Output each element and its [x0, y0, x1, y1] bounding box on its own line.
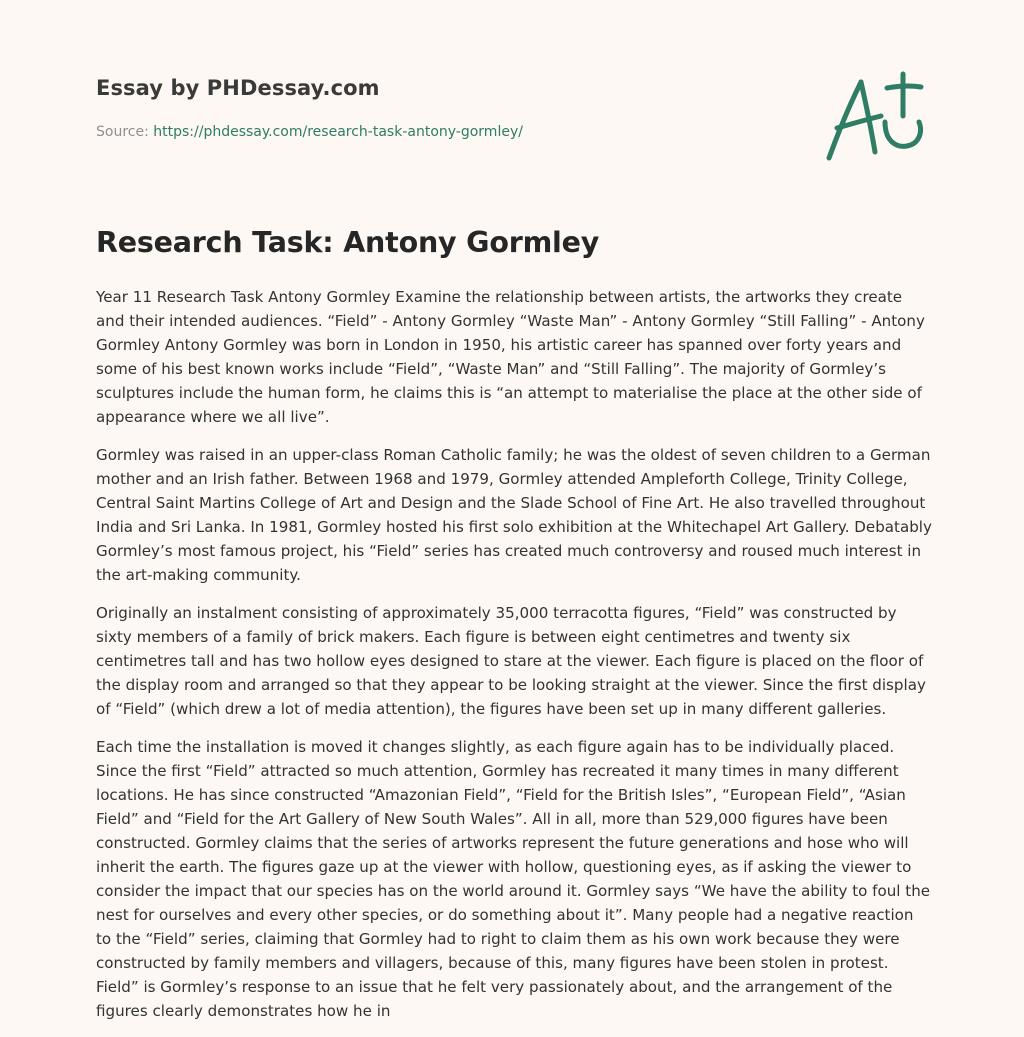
essay-paragraph: Gormley was raised in an upper-class Roman Catholic family; he was the oldest of seven children to a German mother and an Irish father. Between 1968 and 1979, Gormley attended Ampleforth College, Trinity College, Central Saint Martins College of Art and Design and the Slade School of Fine Art. He also travelled throughout India and Sri Lanka. In 1981, Gormley hosted his first solo exhibition at the Whitechapel Art Gallery. Debatably Gormley’s most famous project, his “Field” series has created much controversy and roused much interest in the art-making community. [96, 446, 932, 584]
source-label: Source: [96, 124, 154, 140]
essay-paragraph: Originally an instalment consisting of approximately 35,000 terracotta figures, “Field” was constructed by sixty members of a family of brick makers. Each figure is between eight centimetres and twenty six centimetres tall and has two hollow eyes designed to stare at the viewer. Each figure is placed on the floor of the display room and arranged so that they appear to be looking straight at the viewer. Since the first display of “Field” (which drew a lot of media attention), the figures have been set up in many different galleries. [96, 604, 926, 718]
a-plus-logo-icon [823, 66, 931, 166]
site-title: Essay by PHDessay.com [96, 76, 380, 100]
essay-title: Research Task: Antony Gormley [96, 226, 600, 259]
source-link[interactable]: https://phdessay.com/research-task-antony-gormley/ [153, 124, 523, 140]
essay-paragraph: Each time the installation is moved it changes slightly, as each figure again has to be individually placed. Since the first “Field” attracted so much attention, Gormley has recreated it many times in many different locations. He has since constructed “Amazonian Field”, “Field for the British Isles”, “European Field”, “Asian Field” and “Field for the Art Gallery of New South Wales”. All in all, more than 529,000 figures have been constructed. Gormley claims that the series of artworks represent the future generations and hose who will inherit the earth. The figures gaze up at the viewer with hollow, questioning eyes, as if asking the viewer to consider the impact that our species has on the world around it. Gormley says “We have the ability to foul the nest for ourselves and every other species, or do something about it”. Many people had a negative reaction to the “Field” series, claiming that Gormley had to right to claim them as his own work because they were constructed by family members and villagers, because of this, many figures have been stolen in protest. Field” is Gormley’s response to an issue that he felt very passionately about, and the arrangement of the figures clearly demonstrates how he in [96, 738, 931, 1020]
essay-body [96, 285, 932, 1037]
source-line [96, 124, 523, 140]
essay-paragraph: Year 11 Research Task Antony Gormley Examine the relationship between artists, the artworks they create and their intended audiences. “Field” - Antony Gormley “Waste Man” - Antony Gormley “Still Falling” - Antony Gormley Antony Gormley was born in London in 1950, his artistic career has spanned over forty years and some of his best known works include “Field”, “Waste Man” and “Still Falling”. The majority of Gormley’s sculptures include the human form, he claims this is “an attempt to materialise the place at the other side of appearance where we all live”. [96, 288, 925, 426]
